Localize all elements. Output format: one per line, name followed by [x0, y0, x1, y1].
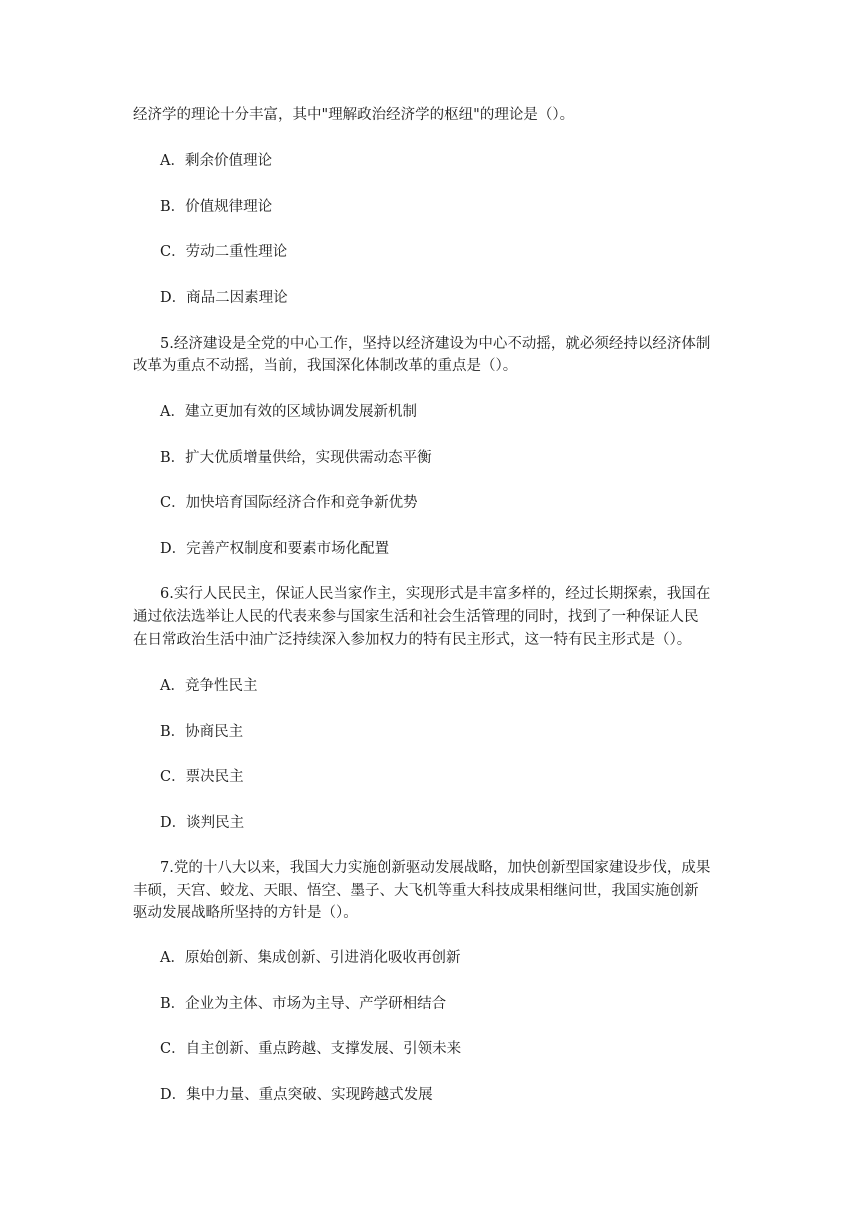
question-6-stem-line-1: 6.实行人民民主，保证人民当家作主，实现形式是丰富多样的，经过长期探索，我国在 [160, 586, 711, 602]
question-5-option-c: C．加快培育国际经济合作和竞争新优势 [160, 495, 418, 511]
question-4-stem: 经济学的理论十分丰富，其中"理解政治经济学的枢纽"的理论是（）。 [133, 107, 575, 123]
question-5-option-d: D．完善产权制度和要素市场化配置 [160, 541, 390, 557]
question-4-option-b: B．价值规律理论 [160, 199, 273, 215]
question-7-stem-line-3: 驱动发展战略所坚持的方针是（）。 [133, 905, 358, 921]
question-6-stem-line-3: 在日常政治生活中油广泛持续深入参加权力的特有民主形式，这一特有民主形式是（）。 [133, 632, 692, 648]
question-6-option-b: B．协商民主 [160, 724, 244, 740]
question-6-option-d: D．谈判民主 [160, 815, 245, 831]
question-5-option-a: A．建立更加有效的区域协调发展新机制 [160, 404, 417, 420]
question-6-option-a: A．竞争性民主 [160, 678, 258, 694]
question-7-option-a: A．原始创新、集成创新、引进消化吸收再创新 [160, 950, 461, 966]
question-7-stem-line-1: 7.党的十八大以来，我国大力实施创新驱动发展战略，加快创新型国家建设步伐，成果 [160, 860, 711, 876]
question-4-option-c: C．劳动二重性理论 [160, 244, 288, 260]
question-6-option-c: C．票决民主 [160, 769, 244, 785]
question-7-stem-line-2: 丰硕，天宫、蛟龙、天眼、悟空、墨子、大飞机等重大科技成果相继问世，我国实施创新 [133, 883, 699, 899]
question-5-stem-line-1: 5.经济建设是全党的中心工作，坚持以经济建设为中心不动摇，就必须经持以经济体制 [160, 336, 711, 352]
question-4-option-a: A．剩余价值理论 [160, 153, 272, 169]
question-7-option-c: C．自主创新、重点跨越、支撑发展、引领未来 [160, 1041, 462, 1057]
question-4-option-d: D．商品二因素理论 [160, 290, 288, 306]
question-7-option-d: D．集中力量、重点突破、实现跨越式发展 [160, 1087, 433, 1103]
question-7-option-b: B．企业为主体、市场为主导、产学研相结合 [160, 996, 447, 1012]
question-6-stem-line-2: 通过依法选举让人民的代表来参与国家生活和社会生活管理的同时，找到了一种保证人民 [133, 609, 699, 625]
question-5-stem-line-2: 改革为重点不动摇，当前，我国深化体制改革的重点是（）。 [133, 358, 518, 374]
question-5-option-b: B．扩大优质增量供给，实现供需动态平衡 [160, 450, 432, 466]
